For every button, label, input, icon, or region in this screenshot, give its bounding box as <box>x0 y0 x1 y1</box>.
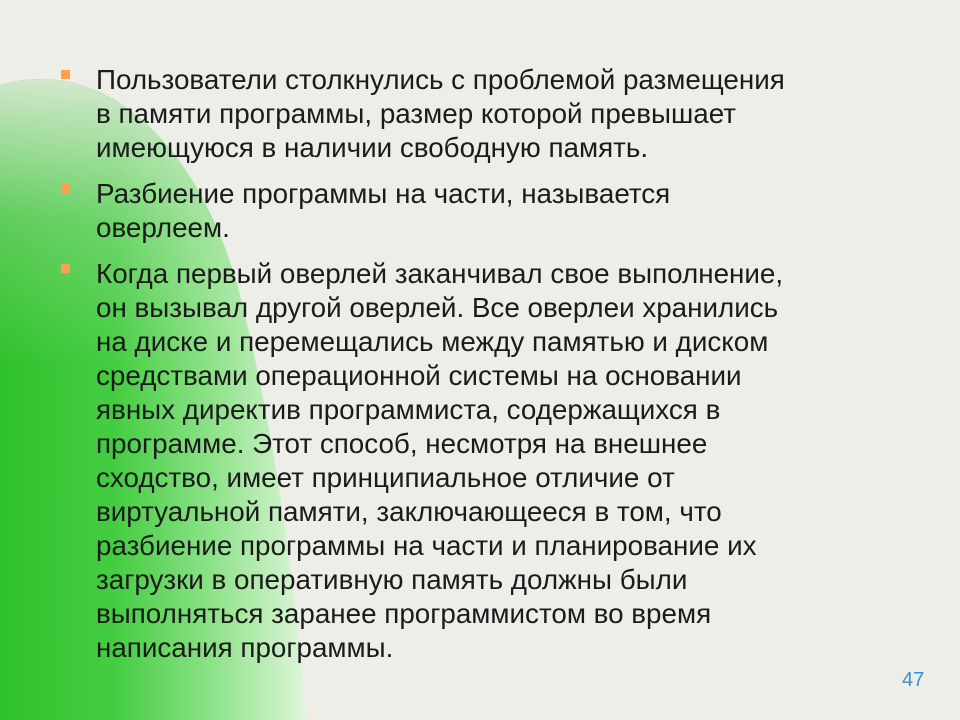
bullet-item <box>58 63 898 165</box>
slide-page-number: 47 <box>902 669 925 691</box>
bullet-list <box>58 63 898 677</box>
bullet-item <box>58 257 898 665</box>
square-bullet-icon <box>61 184 70 193</box>
bullet-item <box>58 177 898 245</box>
square-bullet-icon <box>61 264 70 273</box>
bullet-text: Разбиение программы на части, называется оверлеем. <box>96 178 671 243</box>
square-bullet-icon <box>61 70 70 79</box>
bullet-text: Когда первый оверлей заканчивал свое выполнение, он вызывал другой оверлей. Все оверлеи хранились на диске и перемещались между памятью и диском средствами операционной системы на основании явных директив программиста, содержащихся в программе. Этот способ, несмотря на внешнее сходство, имеет принципиальное отличие от виртуальной памяти, заключающееся в том, что разбиение программы на части и планирование их загрузки в оперативную память должны были выполняться заранее программистом во время написания программы. <box>96 258 784 663</box>
bullet-text: Пользователи столкнулись с проблемой размещения в памяти программы, размер которой превышает имеющуюся в наличии свободную память. <box>96 64 785 163</box>
